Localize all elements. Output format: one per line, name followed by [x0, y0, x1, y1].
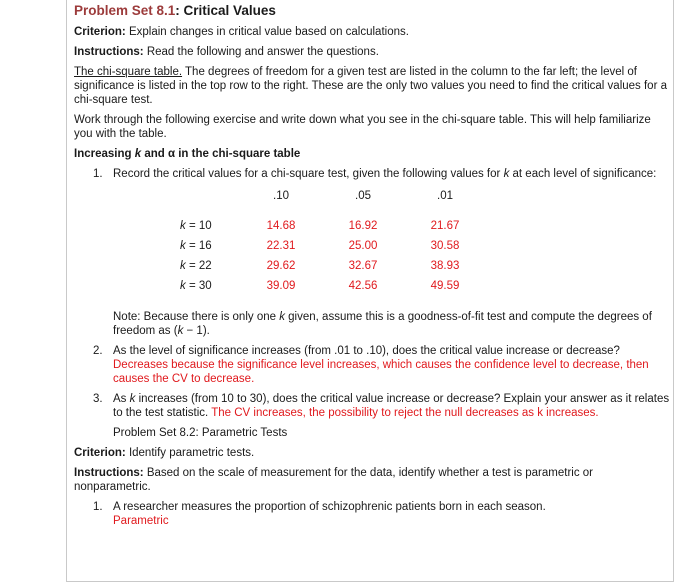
table-cell: 42.56: [348, 280, 378, 292]
k-label-cell: [158, 216, 240, 236]
subheading-k: k: [134, 148, 142, 160]
instructions-1-text: Read the following and answer the questions.: [143, 46, 379, 58]
criterion-1: [74, 25, 670, 39]
question-3: [74, 392, 670, 420]
k-value: = 22: [185, 260, 212, 272]
table-cell: 14.68: [266, 220, 296, 232]
table-cell: 29.62: [266, 260, 296, 272]
table-header-cell: .05: [355, 190, 371, 202]
question-4-answer: Parametric: [113, 515, 169, 527]
question-1-k: k: [503, 168, 510, 180]
degrees-of-freedom-note: [74, 310, 670, 338]
question-1: [74, 167, 670, 181]
k-label: k: [180, 280, 186, 292]
instructions-1: [74, 45, 670, 59]
section-subheading: [74, 147, 670, 161]
question-1-text-b: at each level of significance:: [509, 168, 657, 180]
table-cell: 25.00: [348, 240, 378, 252]
question-2-number: 2.: [93, 345, 103, 357]
note-text-c: − 1).: [183, 325, 210, 337]
table-row: [158, 256, 486, 276]
question-1-number: 1.: [93, 168, 103, 180]
table-row: [158, 216, 486, 236]
table-header-blank: [158, 187, 240, 205]
question-4-number: 1.: [93, 501, 103, 513]
k-label: k: [180, 260, 186, 272]
k-value: = 30: [185, 280, 212, 292]
instructions-2: [74, 466, 670, 494]
chi-square-table-text: The degrees of freedom for a given test are listed in the column to the far left; the level of significance is listed in the top row to the right. These are the only two values you need to find the critical values for a chi-square test.: [74, 66, 668, 106]
document-body: [74, 3, 670, 534]
question-4: [74, 500, 670, 528]
k-label: k: [180, 220, 186, 232]
k-value: = 10: [185, 220, 212, 232]
criterion-1-label: Criterion:: [74, 26, 126, 38]
table-row: [158, 236, 486, 256]
criterion-1-text: Explain changes in critical value based on calculations.: [125, 26, 409, 38]
instructions-2-label: Instructions:: [74, 467, 144, 479]
note-text-a: Note: Because there is only one: [113, 311, 280, 323]
table-cell: 21.67: [430, 220, 460, 232]
question-2-text: As the level of significance increases (from .01 to .10), does the critical value increase or decrease?: [113, 345, 620, 357]
subheading-alpha: α: [167, 148, 176, 160]
note-k: k: [279, 311, 285, 323]
chi-square-table-link[interactable]: The chi-square table.: [74, 66, 183, 78]
subheading-part3: in the chi-square table: [175, 148, 301, 160]
instructions-1-label: Instructions:: [74, 46, 144, 58]
critical-values-table: [158, 187, 486, 296]
k-label-cell: [158, 256, 240, 276]
question-1-text-a: Record the critical values for a chi-square test, given the following values for: [113, 168, 504, 180]
table-header-cell: .01: [437, 190, 453, 202]
problem-set-2-title: Problem Set 8.2: Parametric Tests: [113, 427, 288, 439]
question-3-number: 3.: [93, 393, 103, 405]
work-through-paragraph: Work through the following exercise and write down what you see in the chi-square table. This will help familiarize you with the table.: [74, 114, 651, 140]
chi-square-table-paragraph: [74, 65, 670, 107]
table-header-row: [158, 187, 486, 205]
criterion-2-label: Criterion:: [74, 447, 126, 459]
note-text-b: given, assume this is a goodness-of-fit test and compute the degrees of freedom as (: [113, 311, 652, 337]
k-label: k: [180, 240, 186, 252]
table-cell: 30.58: [430, 240, 460, 252]
k-value: = 16: [185, 240, 212, 252]
question-2: [74, 344, 670, 386]
criterion-2: [74, 446, 670, 460]
table-row: [158, 276, 486, 296]
k-label-cell: [158, 276, 240, 296]
title-rest: : Critical Values: [175, 3, 276, 18]
question-3-answer: The CV increases, the possibility to reject the null decreases as k increases.: [211, 407, 599, 419]
table-header-cell: .10: [273, 190, 289, 202]
question-2-answer: Decreases because the significance level increases, which causes the confidence level to decrease, then causes the CV to decrease.: [113, 359, 649, 385]
question-3-text-b: increases (from 10 to 30), does the critical value increase or decrease? Explain your answer as it relates to the test statistic.: [113, 393, 670, 419]
question-3-k: k: [129, 393, 136, 405]
table-cell: 32.67: [348, 260, 378, 272]
question-4-text: A researcher measures the proportion of schizophrenic patients born in each season.: [113, 501, 546, 513]
subheading-part1: Increasing: [74, 148, 135, 160]
subheading-part2: and: [141, 148, 168, 160]
note-k2: k: [177, 325, 184, 337]
table-cell: 16.92: [348, 220, 378, 232]
page-title: [74, 3, 670, 19]
title-problem-set: Problem Set 8.1: [74, 3, 176, 18]
criterion-2-text: Identify parametric tests.: [125, 447, 255, 459]
table-cell: 49.59: [430, 280, 460, 292]
k-label-cell: [158, 236, 240, 256]
table-cell: 38.93: [430, 260, 460, 272]
table-cell: 22.31: [266, 240, 296, 252]
table-cell: 39.09: [266, 280, 296, 292]
question-3-text-a: As: [113, 393, 130, 405]
instructions-2-text: Based on the scale of measurement for the data, identify whether a test is parametric or nonparametric.: [74, 467, 594, 493]
